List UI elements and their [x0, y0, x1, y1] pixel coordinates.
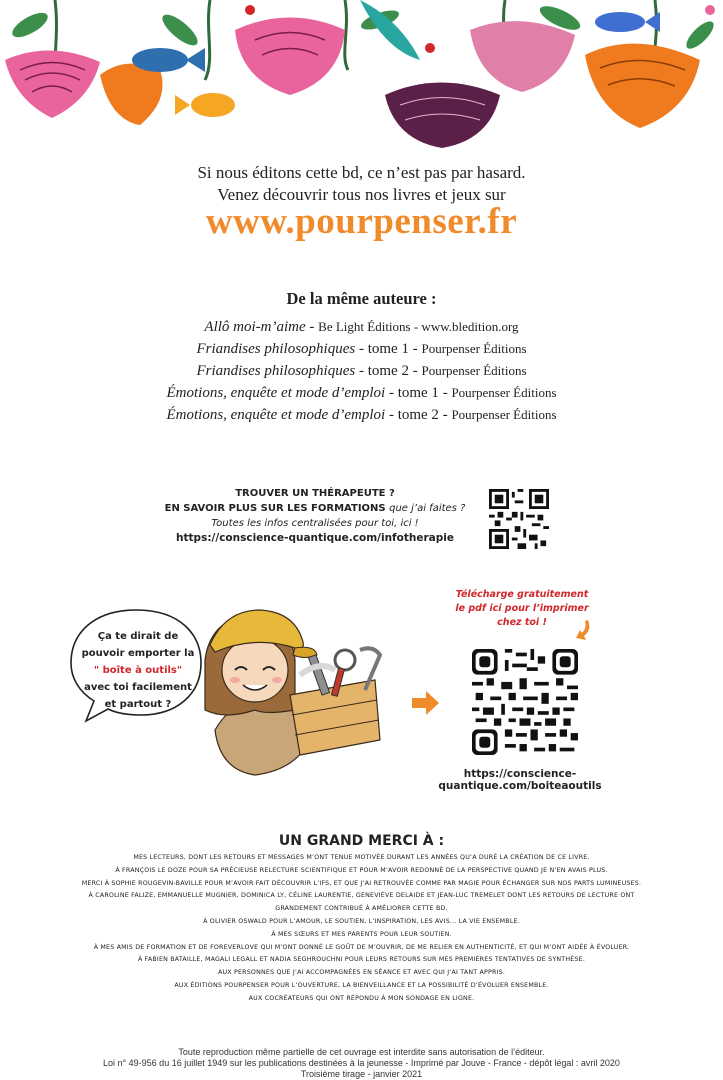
bubble-text: [78, 628, 198, 713]
download-line-2: le pdf ici pour l’imprimer: [455, 603, 589, 614]
download-line-3: chez toi !: [497, 617, 547, 628]
list-item: Émotions, enquête et mode d’emploi - tome 1 - Pourpenser Éditions: [166, 385, 557, 401]
bubble-line-4: avec toi facilement: [84, 682, 192, 693]
work-volume: tome 2: [367, 363, 409, 379]
works-heading: De la même auteure :: [286, 289, 437, 308]
work-title: Émotions, enquête et mode d’emploi: [166, 385, 386, 401]
list-item: MERCI À SOPHIE ROUGEVIN-BAVILLE POUR M’AVOIR FAIT DÉCOUVRIR L’IFS, ET QUE J’AI RETROUVÉE COMME PAR MAGIE POUR ÉCHANGER SUR NOS PARTS LUMINEUSES.: [81, 879, 642, 887]
download-line-1: Télécharge gratuitement: [455, 589, 589, 600]
works-list: [0, 316, 723, 426]
legal-line-2: Loi n° 49-956 du 16 juillet 1949 sur les publications destinées à la jeunesse - Imprimé par Jouve - France - dépôt légal : avril 2020: [103, 1058, 620, 1068]
legal-line-1: Toute reproduction même partielle de cet ouvrage est interdite sans autorisation de l’éditeur.: [178, 1047, 545, 1057]
work-volume: tome 1: [367, 341, 409, 357]
bubble-highlight: " boîte à outils": [93, 665, 183, 676]
bubble-line-2: pouvoir emporter la: [81, 648, 195, 659]
list-item: À CAROLINE FALIZE, EMMANUELLE MUGNIER, DOMINICA LY, CÉLINE LAURENTIE, GENEVIÈVE DELAIDE ET JEAN-LUC TREMELET DONT LES RETOURS DE LECTURE ONT: [88, 892, 635, 900]
work-title: Friandises philosophiques: [196, 341, 356, 357]
list-item: AUX PERSONNES QUE J’AI ACCOMPAGNÉES EN SÉANCE ET AVEC QUI J’AI TANT APPRIS.: [217, 969, 506, 977]
intro-line-1: Si nous éditons cette bd, ce n’est pas par hasard.: [197, 163, 526, 182]
girl-with-toolbox-illustration: [195, 600, 390, 780]
qr-code-icon[interactable]: [472, 649, 578, 755]
list-item: Friandises philosophiques - tome 1 - Pourpenser Éditions: [196, 341, 527, 357]
arrow-right-icon: [410, 690, 440, 716]
therapist-line-2: EN SAVOIR PLUS SUR LES FORMATIONS: [164, 503, 386, 514]
thanks-list: [60, 852, 663, 1006]
work-publisher: Pourpenser Éditions: [451, 385, 557, 400]
work-title: Allô moi-m’aime: [204, 319, 306, 335]
intro-line-2: Venez découvrir tous nos livres et jeux sur: [217, 185, 506, 204]
list-item: À OLIVIER OSWALD POUR L’AMOUR, LE SOUTIEN, L’INSPIRATION, LES AVIS... LA VIE ENSEMBLE.: [203, 917, 520, 925]
list-item: Friandises philosophiques - tome 2 - Pourpenser Éditions: [196, 363, 527, 379]
list-item: AUX ÉDITIONS POURPENSER POUR L’OUVERTURE, LA BIENVEILLANCE ET LA POSSIBILITÉ D’ÉVOLUER ENSEMBLE.: [174, 981, 549, 989]
toolbox-url-link[interactable]: https://conscience-quantique.com/boiteaoutils: [438, 768, 602, 792]
flower-banner-illustration: [0, 0, 723, 150]
list-item: À FRANÇOIS LE DOZE POUR SA PRÉCIEUSE RELECTURE SCIENTIFIQUE ET POUR M’AVOIR REDONNÉ DE LA PERSPECTIVE QUAND JE N’EN AVAIS PLUS.: [115, 866, 608, 874]
work-title: Émotions, enquête et mode d’emploi: [166, 407, 386, 423]
therapist-line-1: TROUVER UN THÉRAPEUTE ?: [235, 488, 395, 499]
work-title: Friandises philosophiques: [196, 363, 356, 379]
work-publisher: Pourpenser Éditions: [451, 407, 557, 422]
bubble-line-1: Ça te dirait de: [97, 631, 179, 642]
legal-notice: [0, 1047, 723, 1080]
therapist-section: [150, 486, 480, 546]
list-item: À MES AMIS DE FORMATION ET DE FOREVERLOVE QUI M’ONT DONNÉ LE GOÛT DE M’OUVRIR, DE ME RELIER EN AUTHENTICITÉ, ET QUI M’ONT AIDÉE À ÉVOLUER.: [93, 943, 630, 951]
work-publisher: Pourpenser Éditions: [421, 341, 527, 356]
qr-code-icon[interactable]: [489, 489, 549, 549]
bubble-line-5: et partout ?: [104, 699, 172, 710]
therapist-line-3: Toutes les infos centralisées pour toi, ici !: [211, 518, 419, 529]
work-publisher: Be Light Éditions - www.bledition.org: [318, 319, 519, 334]
list-item: À MES SŒURS ET MES PARENTS POUR LEUR SOUTIEN.: [271, 930, 452, 938]
list-item: MES LECTEURS, DONT LES RETOURS ET MESSAGES M’ONT TENUE MOTIVÉE DURANT LES ANNÉES QU’A DURÉ LA CRÉATION DE CE LIVRE.: [133, 854, 590, 861]
list-item: Émotions, enquête et mode d’emploi - tome 2 - Pourpenser Éditions: [166, 407, 557, 423]
list-item: AUX COCRÉATEURS QUI ONT RÉPONDU À MON SONDAGE EN LIGNE.: [248, 994, 475, 1002]
list-item: GRANDEMENT CONTRIBUÉ À AMÉLIORER CETTE BD.: [275, 905, 448, 913]
work-publisher: Pourpenser Éditions: [421, 363, 527, 378]
curved-arrow-icon: [574, 618, 594, 642]
website-link[interactable]: www.pourpenser.fr: [205, 201, 518, 242]
thanks-heading: UN GRAND MERCI À :: [278, 833, 445, 849]
therapist-url-link[interactable]: https://conscience-quantique.com/infotherapie: [176, 532, 454, 544]
list-item: À FABIEN BATAILLE, MAGALI LEGALL ET NADIA SEGHROUCHNI POUR LEURS RETOURS SUR MES PREMIÈRES TENTATIVES DE SYNTHÈSE.: [137, 956, 586, 964]
work-volume: tome 1: [397, 385, 439, 401]
flower-icon: [5, 50, 100, 118]
legal-line-3: Troisième tirage - janvier 2021: [300, 1069, 423, 1079]
work-volume: tome 2: [397, 407, 439, 423]
list-item: Allô moi-m’aime - Be Light Éditions - www.bledition.org: [204, 319, 519, 335]
therapist-line-2-small: que j’ai faites ?: [389, 503, 466, 514]
download-text: [452, 588, 592, 630]
